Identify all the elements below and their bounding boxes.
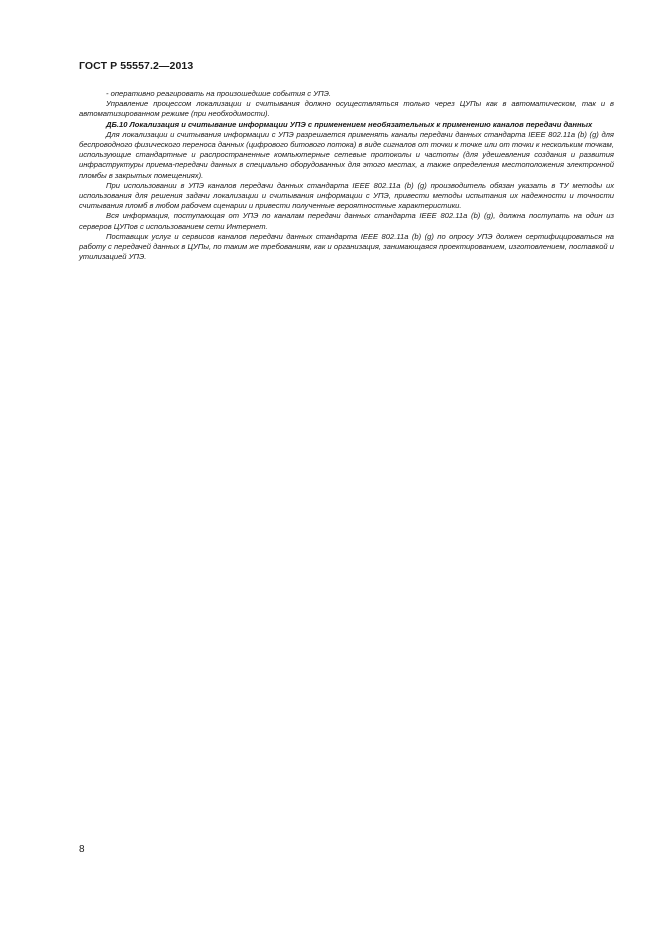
body-paragraph: Вся информация, поступающая от УПЭ по каналам передачи данных стандарта IEEE 802.11a (b) (g), должна поступать на один из серверов ЦУПов с использованием сети Интернет.	[79, 211, 614, 231]
document-body	[79, 89, 614, 262]
section-heading: ДБ.10 Локализация и считывание информации УПЭ с применением необязательных к применению каналов передачи данных	[106, 119, 593, 129]
document-header: ГОСТ Р 55557.2—2013	[79, 60, 194, 72]
body-paragraph: - оперативно реагировать на произошедшие события с УПЭ.	[106, 89, 331, 98]
page-number: 8	[79, 844, 85, 855]
body-paragraph: Управление процессом локализации и считывания должно осуществляться только через ЦУПы как в автоматическом, так и в автоматизированном режиме (при необходимости).	[79, 99, 614, 119]
body-paragraph: Для локализации и считывания информации с УПЭ разрешается применять каналы передачи данных стандарта IEEE 802.11a (b) (g) для беспроводного физического переноса данных (цифрового битового потока) в виде сигналов от точки к точке или от точки к нескольким точкам, использующие стандартные и распространенные компьютерные сетевые протоколы и частоты (для удешевления создания и развития инфраструктуры приема-передачи данных в специально оборудованных для этого местах, а также определения местоположения электронной пломбы в закрытых помещениях).	[79, 129, 614, 180]
body-paragraph: При использовании в УПЭ каналов передачи данных стандарта IEEE 802.11a (b) (g) производитель обязан указать в ТУ методы их использования для решения задачи локализации и считывания информации с УПЭ, привести методы испытания их надежности и точности считывания пломб в любом рабочем сценарии и привести полученные вероятностные характеристики.	[79, 180, 614, 211]
body-paragraph: Поставщик услуг и сервисов каналов передачи данных стандарта IEEE 802.11a (b) (g) по опросу УПЭ должен сертифицироваться на работу с передачей данных в ЦУПы, по таким же требованиям, как и организация, занимающаяся проектированием, изготовлением, поставкой и утилизацией УПЭ.	[79, 231, 614, 262]
